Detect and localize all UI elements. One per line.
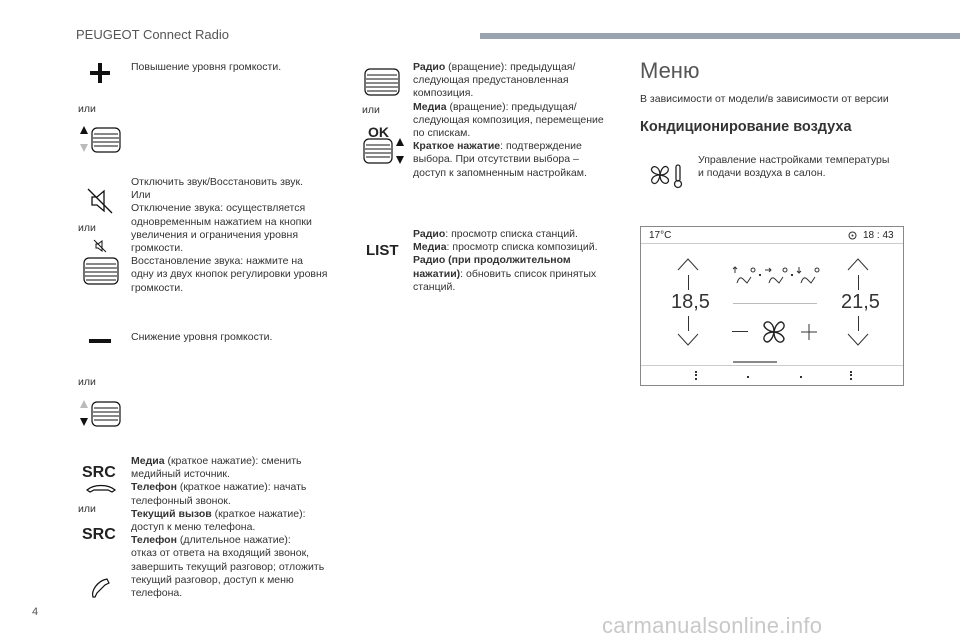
dot	[759, 274, 761, 276]
text-line: следующая композиция, перемещение	[413, 113, 604, 126]
bold-term: Телефон	[131, 481, 177, 494]
menu-note: В зависимости от модели/в зависимости от версии	[640, 93, 889, 105]
bold-term: Радио (при продолжительном	[413, 254, 571, 267]
src-text	[131, 455, 324, 600]
mute-icon	[86, 187, 114, 215]
temp-left-up-button[interactable]	[677, 257, 699, 271]
page-number: 4	[32, 606, 39, 618]
phone-handset-icon	[89, 577, 111, 599]
text-line: по спискам.	[413, 127, 471, 140]
bottom-separator	[641, 365, 903, 366]
fan-decrease-button[interactable]	[732, 331, 748, 332]
divider	[688, 275, 689, 290]
list-text	[413, 228, 598, 294]
menu-dots-right[interactable]	[850, 371, 854, 380]
text-line: станций.	[413, 280, 456, 293]
text-line: выбора. При отсутствии выбора –	[413, 153, 579, 166]
header-title: PEUGEOT Connect Radio	[76, 27, 229, 42]
list-label: LIST	[366, 242, 399, 259]
text-line: Радио: просмотр списка станций.	[413, 228, 578, 240]
mode-separator	[733, 303, 817, 304]
or-label: или	[78, 376, 96, 388]
air-windscreen-button[interactable]	[731, 265, 757, 287]
bold-term: Радио	[413, 61, 446, 73]
gps-icon	[848, 231, 857, 240]
bold-term: Медиа	[413, 100, 447, 113]
text-line: текущий разговор, доступ к меню	[131, 573, 294, 586]
text-line	[413, 254, 598, 267]
text-line: Краткое нажатие: подтверждение	[413, 140, 582, 153]
header-bar	[480, 33, 960, 39]
fan-increase-button[interactable]	[800, 323, 818, 341]
text-line: отказ от ответа на входящий звонок,	[131, 547, 310, 560]
dot	[800, 376, 802, 378]
climate-screen	[640, 226, 904, 386]
text-line: следующая предустановленная	[413, 74, 569, 87]
temp-left: 18,5	[671, 291, 710, 313]
divider	[858, 275, 859, 290]
or-label: или	[362, 104, 380, 116]
outside-temp: 17°C	[649, 230, 672, 241]
src-label: SRC	[82, 526, 116, 543]
vol-up-text: Повышение уровня громкости.	[131, 61, 282, 73]
clock: 18 : 43	[863, 230, 894, 241]
bold-term: Текущий вызов	[131, 507, 212, 520]
watermark: carmanualsonline.info	[602, 613, 823, 638]
text-line: нажатии): обновить список принятых	[413, 267, 597, 280]
wheel-icon	[82, 255, 122, 287]
text-line: медийный источник.	[131, 468, 230, 481]
text-line: Медиа (краткое нажатие): сменить	[131, 455, 302, 467]
temp-right-down-button[interactable]	[847, 333, 869, 347]
ac-desc: Управление настройками температуры и подачи воздуха в салон.	[698, 154, 890, 180]
text-line: доступ к запомненным настройкам.	[413, 166, 587, 179]
bold-term: нажатии)	[413, 267, 461, 280]
wheel-text	[413, 61, 604, 180]
wheel-up-icon	[78, 124, 124, 156]
divider	[858, 316, 859, 331]
or-label: или	[78, 103, 96, 115]
text-line: Радио (вращение): предыдущая/	[413, 61, 576, 73]
or-label: или	[78, 222, 96, 234]
bold-term: Телефон	[131, 534, 177, 547]
bold-term: Краткое нажатие	[413, 140, 501, 153]
bold-term: Медиа	[131, 455, 165, 467]
bold-term: Радио	[413, 228, 446, 240]
air-face-button[interactable]	[763, 265, 789, 287]
menu-dots-left[interactable]	[695, 371, 699, 380]
wheel-icon	[363, 66, 403, 98]
climate-icon	[648, 162, 686, 190]
menu-title: Меню	[640, 58, 700, 83]
vol-down-text: Снижение уровня громкости.	[131, 331, 273, 343]
ac-title: Кондиционирование воздуха	[640, 119, 852, 135]
temp-left-down-button[interactable]	[677, 333, 699, 347]
phone-icon	[84, 482, 118, 494]
text-line: доступ к меню телефона.	[131, 521, 256, 534]
mute-text: Отключить звук/Восстановить звук. Или Отключение звука: осуществляется одновременным нажатием на кнопки увеличения и ограничения уровня громкости. Восстановление звука: нажмите на одну из двух кнопок регулировки уровня громкости.	[131, 176, 328, 294]
dot	[791, 274, 793, 276]
divider	[688, 316, 689, 331]
page-indicator	[733, 361, 777, 363]
air-feet-button[interactable]	[795, 265, 821, 287]
bold-term: Медиа	[413, 241, 447, 254]
text-line: Телефон (краткое нажатие): начать	[131, 481, 307, 494]
text-line: композиция.	[413, 87, 474, 100]
text-line: телефонный звонок.	[131, 494, 231, 507]
ok-label: OK	[368, 124, 389, 140]
text-line: телефона.	[131, 587, 183, 600]
temp-right-up-button[interactable]	[847, 257, 869, 271]
mute-small-icon	[93, 239, 107, 253]
wheel-updown-icon	[362, 136, 408, 166]
text-line: Медиа: просмотр списка композиций.	[413, 241, 598, 254]
minus-icon	[88, 337, 112, 345]
text-line: Текущий вызов (краткое нажатие):	[131, 507, 306, 520]
src-label: SRC	[82, 464, 116, 481]
temp-right: 21,5	[841, 291, 880, 313]
wheel-down-icon	[78, 398, 124, 430]
or-label: или	[78, 503, 96, 515]
dot	[747, 376, 749, 378]
plus-icon	[89, 62, 111, 84]
fan-icon[interactable]	[759, 317, 789, 347]
text-line: Телефон (длительное нажатие):	[131, 534, 291, 547]
text-line: Медиа (вращение): предыдущая/	[413, 100, 577, 113]
text-line: завершить текущий разговор; отложить	[131, 560, 325, 573]
